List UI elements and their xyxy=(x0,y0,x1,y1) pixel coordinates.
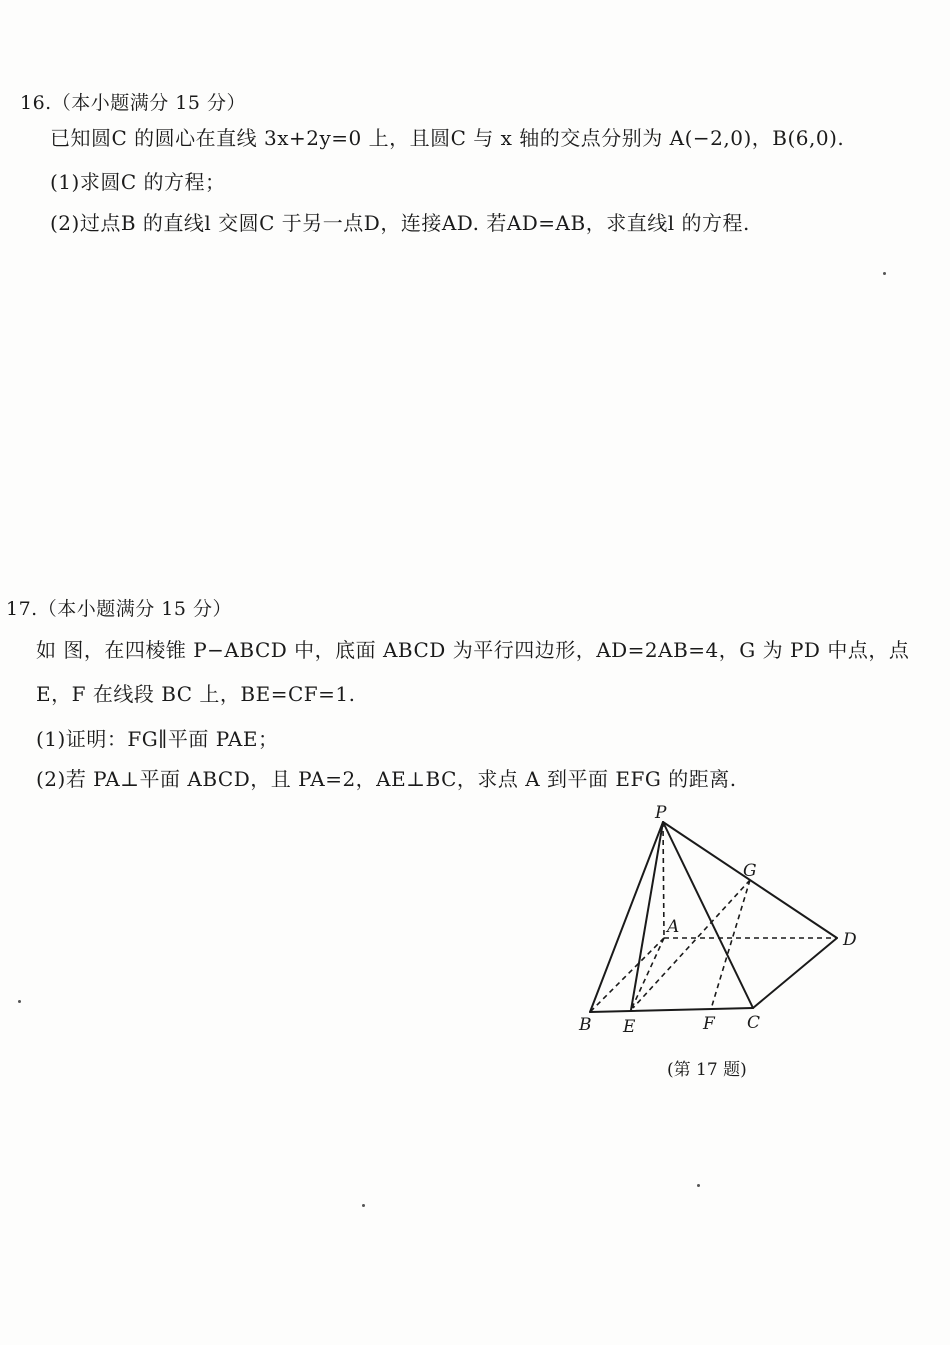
q17-part1: (1)证明：FG∥平面 PAE； xyxy=(36,727,279,751)
label-C: C xyxy=(747,1013,761,1033)
scan-speck xyxy=(362,1204,365,1207)
q16-part1: (1)求圆C 的方程； xyxy=(50,170,226,194)
figure-caption: (第 17 题) xyxy=(667,1060,747,1080)
label-E: E xyxy=(623,1017,636,1037)
scan-speck xyxy=(697,1184,700,1187)
label-P: P xyxy=(655,803,667,823)
q16-part2: (2)过点B 的直线l 交圆C 于另一点D，连接AD. 若AD=AB，求直线l 的方程. xyxy=(50,211,750,235)
label-G: G xyxy=(743,861,757,881)
q16-header: 16.（本小题满分 15 分） xyxy=(20,92,246,114)
label-B: B xyxy=(579,1015,592,1035)
q16-stem: 已知圆C 的圆心在直线 3x+2y=0 上，且圆C 与 x 轴的交点分别为 A(−2,0)，B(6,0). xyxy=(50,126,845,150)
edge-AB xyxy=(590,938,664,1012)
scan-speck xyxy=(18,1000,21,1003)
scan-speck xyxy=(883,272,886,275)
label-A: A xyxy=(667,917,680,937)
edge-PB xyxy=(590,822,663,1012)
edge-AE xyxy=(631,938,664,1010)
edge-PE xyxy=(631,822,663,1010)
label-F: F xyxy=(703,1014,715,1034)
q17-header: 17.（本小题满分 15 分） xyxy=(6,598,232,620)
edge-PA xyxy=(663,822,664,938)
edge-CD xyxy=(753,938,837,1008)
q17-part2: (2)若 PA⊥平面 ABCD，且 PA=2，AE⊥BC，求点 A 到平面 EFG 的距离. xyxy=(36,767,737,791)
label-D: D xyxy=(843,930,857,950)
q17-stem-line2: E，F 在线段 BC 上，BE=CF=1. xyxy=(36,682,356,706)
q17-stem-line1: 如 图，在四棱锥 P−ABCD 中，底面 ABCD 为平行四边形，AD=2AB=4，G 为 PD 中点，点 xyxy=(36,638,910,662)
edge-BC xyxy=(590,1008,753,1012)
pyramid-figure xyxy=(575,800,875,1040)
